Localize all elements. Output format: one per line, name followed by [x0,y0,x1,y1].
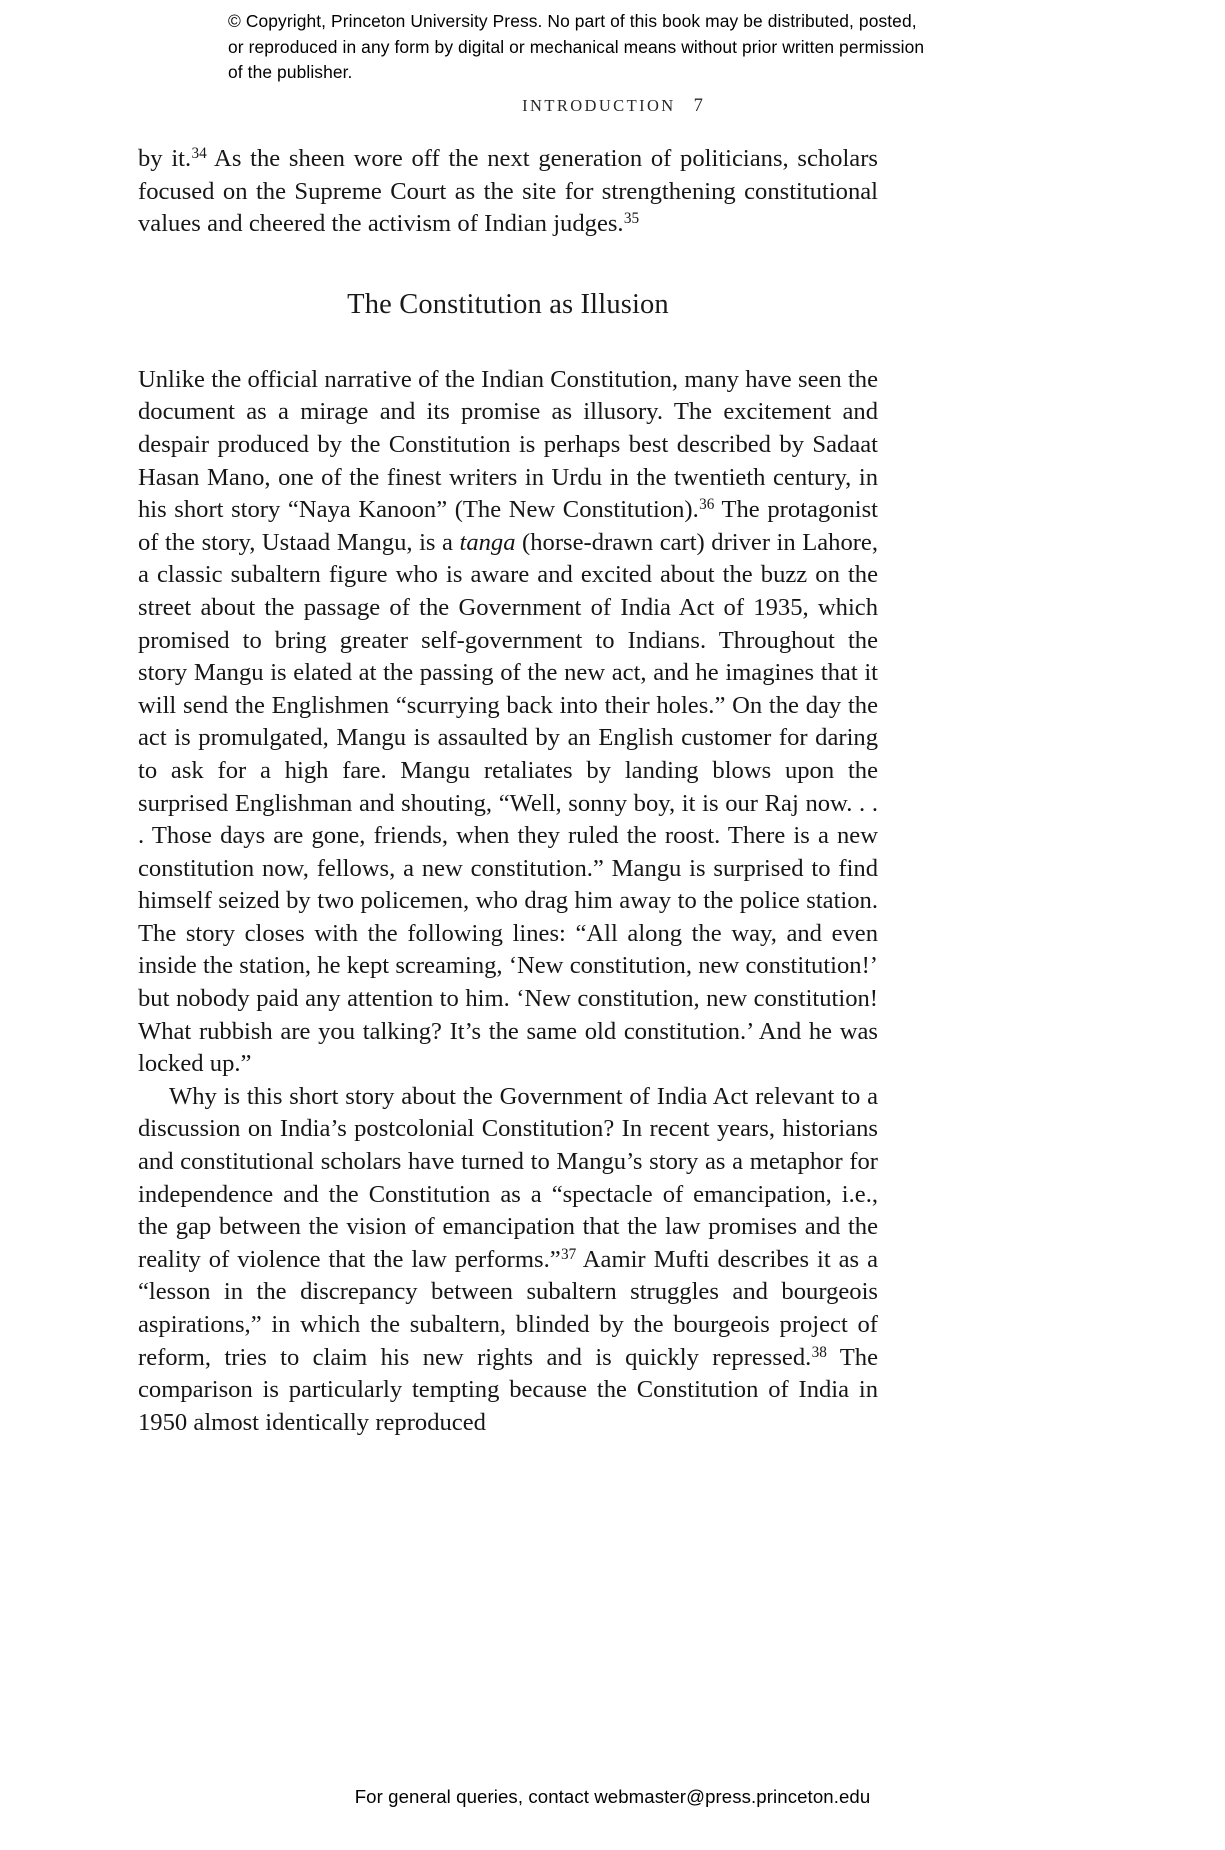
footnote-marker-37: 37 [560,1245,577,1263]
footer-contact-note: For general queries, contact webmaster@press.princeton.edu [354,1786,871,1807]
paragraph-text-b: As the sheen wore off the next generation of politicians, scholars focused on the Supreme Court as the site for strengthening constitutional values and cheered the activism of Indian judges. [138,145,878,238]
heading-spacer-bottom [138,322,878,364]
paragraph-text-b: Aamir Mufti describes it as a “lesson in the discrepancy between subaltern struggles and bourgeois aspirations,” in which the subaltern, blinded by the bourgeois project of reform, tries to claim his new rights and is quickly repressed. [138,1245,878,1371]
footnote-marker-34: 34 [191,145,207,163]
paragraph-text-a: by it. [138,145,192,172]
paragraph-illusion [138,364,878,1081]
footnote-marker-36: 36 [699,496,715,514]
body-text-block [138,143,878,1439]
paragraph-text-a: Unlike the official narrative of the Indian Constitution, many have seen the document as a mirage and its promise as illusory. The excitement and despair produced by the Constitution is perhaps best described by Sadaat Hasan Mano, one of the finest writers in Urdu in the twentieth century, in his short story “Naya Kanoon” (The New Constitution). [138,365,878,524]
heading-spacer-top [138,241,878,288]
footnote-marker-35: 35 [623,210,640,228]
copyright-notice: © Copyright, Princeton University Press. No part of this book may be distributed, posted, or reproduced in any form by digital or mechanical means without prior written permission of the publisher. [228,11,925,82]
paragraph-comparison [138,1081,878,1440]
paragraph-text-c: (horse-drawn cart) driver in Lahore, a classic subaltern figure who is aware and excited about the buzz on the street about the passage of the Government of India Act of 1935, which promised to bring greater self-government to Indians. Throughout the story Mangu is elated at the passing of the new act, and he imagines that it will send the Englishmen “scurrying back into their holes.” On the day the act is promulgated, Mangu is assaulted by an English customer for daring to ask for a high fare. Mangu retaliates by landing blows upon the surprised Englishman and shouting, “Well, sonny boy, it is our Raj now. . . . Those days are gone, friends, when they ruled the roost. There is a new constitution now, fellows, a new constitution.” Mangu is surprised to find himself seized by two policemen, who drag him away to the police station. The story closes with the following lines: “All along the way, and even inside the station, he kept screaming, ‘New constitution, new constitution!’ but nobody paid any attention to him. ‘New constitution, new constitution! What rubbish are you talking? It’s the same old constitution.’ And he was locked up.” [138,528,878,1078]
footnote-marker-38: 38 [811,1343,827,1361]
running-head [0,96,1225,117]
page-number: 7 [693,96,703,116]
paragraph-text-a: Why is this short story about the Government of India Act relevant to a discussion on India’s postcolonial Constitution? In recent years, historians and constitutional scholars have turned to Mangu’s story as a metaphor for independence and the Constitution as a “spectacle of emancipation, i.e., the gap between the vision of emancipation that the law promises and the reality of violence that the law performs.” [138,1082,878,1273]
paragraph-text-b: The protagonist of the story, Ustaad Mangu, is a [138,496,878,556]
running-head-label: INTRODUCTION [522,96,676,115]
paragraph-continued [138,143,878,241]
paragraph-text-c: The comparison is particularly tempting because the Constitution of India in 1950 almost identically reproduced [138,1343,878,1436]
italic-term-tanga: tanga [459,528,516,556]
section-heading: The Constitution as Illusion [347,288,669,320]
